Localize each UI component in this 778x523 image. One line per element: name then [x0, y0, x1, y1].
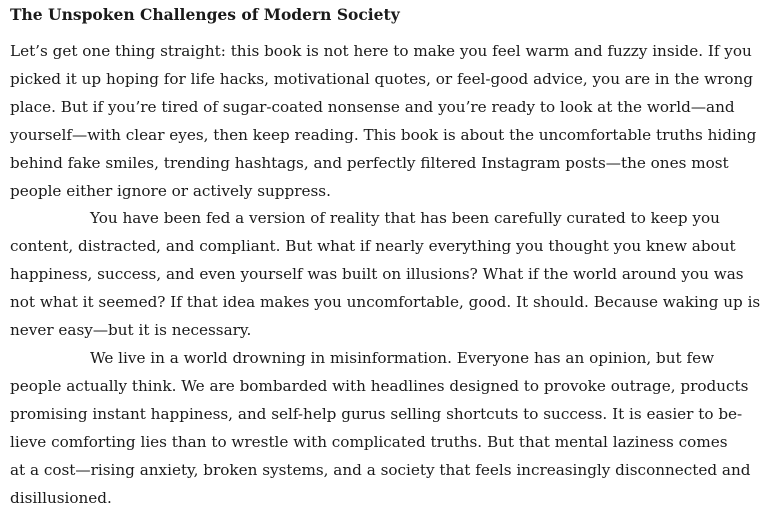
paragraph-line: people actually think. We are bombarded with headlines designed to provoke outrage, products: [10, 376, 749, 395]
paragraph-3: [10, 345, 768, 512]
paragraph-line: Let’s get one thing straight: this book is not here to make you feel warm and fuzzy inside. If you: [10, 42, 752, 60]
paragraph-line: promising instant happiness, and self-help gurus selling shortcuts to success. It is easier to be-: [10, 404, 743, 423]
paragraph-line: behind fake smiles, trending hashtags, and perfectly filtered Instagram posts—the ones most: [10, 153, 729, 172]
paragraph-line: not what it seemed? If that idea makes you uncomfortable, good. It should. Because waking up is: [10, 293, 761, 312]
paragraph-line: lieve comforting lies than to wrestle with complicated truths. But that mental laziness comes: [10, 432, 728, 451]
paragraph-1: [10, 38, 768, 205]
paragraph-2: [10, 205, 768, 345]
paragraph-line: never easy—but it is necessary.: [10, 321, 252, 340]
paragraph-line: content, distracted, and compliant. But what if nearly everything you thought you knew about: [10, 237, 736, 256]
paragraph-line: disillusioned.: [10, 488, 112, 507]
paragraph-line: at a cost—rising anxiety, broken systems, and a society that feels increasingly disconnected and: [10, 460, 751, 479]
paragraph-line: place. But if you’re tired of sugar-coated nonsense and you’re ready to look at the world—and: [10, 97, 735, 116]
paragraph-line: picked it up hoping for life hacks, motivational quotes, or feel-good advice, you are in the wrong: [10, 69, 754, 88]
section-title: The Unspoken Challenges of Modern Society: [10, 5, 400, 24]
paragraph-line-indented: You have been fed a version of reality that has been carefully curated to keep you: [90, 209, 720, 228]
paragraph-line-indented: We live in a world drowning in misinformation. Everyone has an opinion, but few: [90, 348, 715, 367]
paragraph-line: people either ignore or actively suppress.: [10, 181, 331, 200]
paragraph-line: yourself—with clear eyes, then keep reading. This book is about the uncomfortable truths hiding: [10, 125, 757, 144]
paragraph-line: happiness, success, and even yourself was built on illusions? What if the world around you was: [10, 265, 744, 284]
